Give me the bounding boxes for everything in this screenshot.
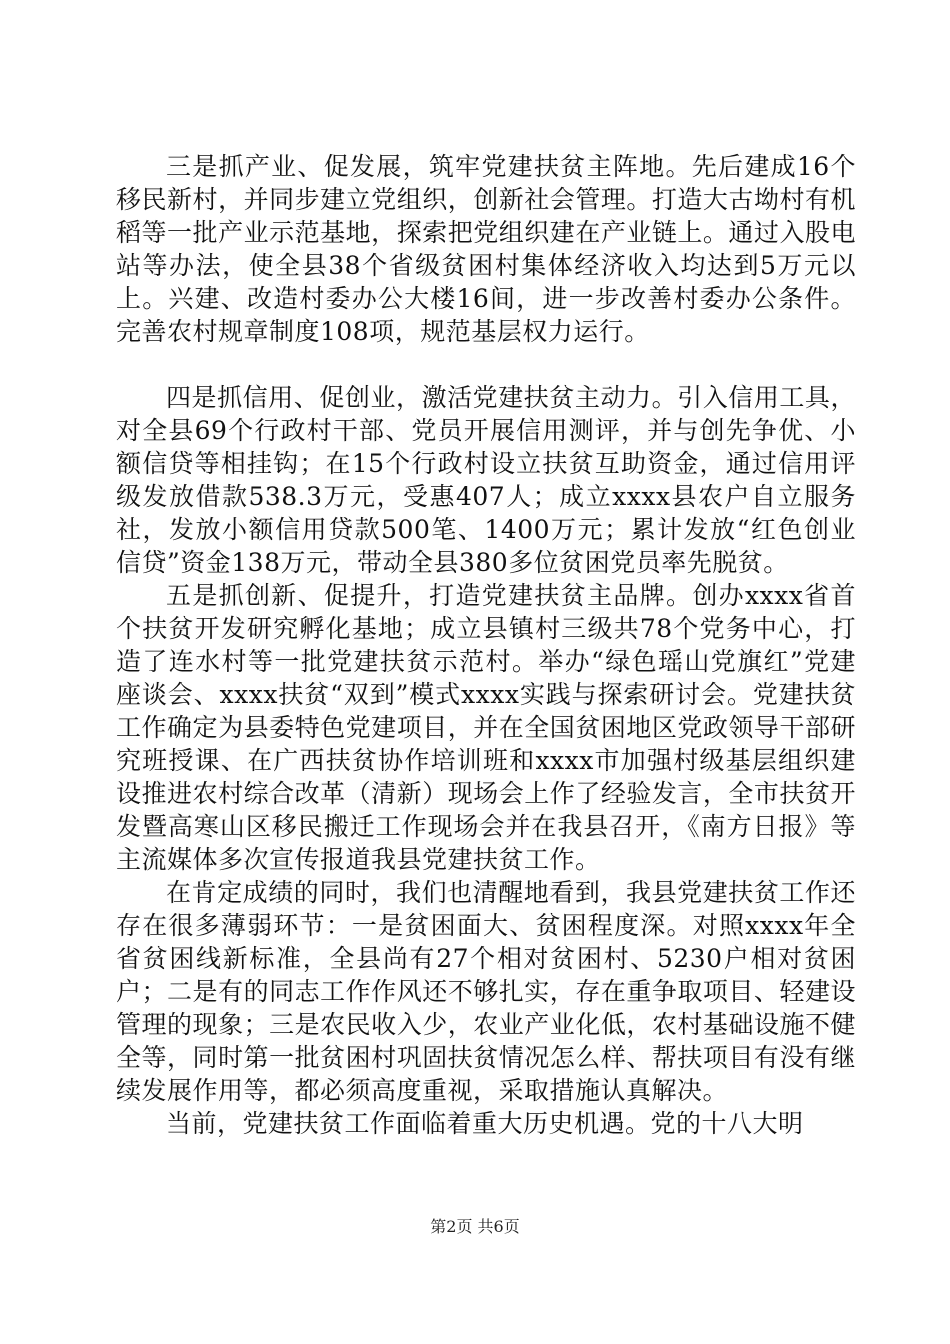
page-footer: 第2页 共6页 — [430, 1217, 520, 1236]
document-body — [116, 150, 856, 1140]
paragraph-1: 三是抓产业、促发展，筑牢党建扶贫主阵地。先后建成16个移民新村，并同步建立党组织，创新社会管理。打造大古坳村有机稻等一批产业示范基地，探索把党组织建在产业链上。通过入股电站等办法，使全县38个省级贫困村集体经济收入均达到5万元以上。兴建、改造村委办公大楼16间，进一步改善村委办公条件。完善农村规章制度108项，规范基层权力运行。 — [116, 152, 856, 346]
paragraph-2: 四是抓信用、促创业，激活党建扶贫主动力。引入信用工具，对全县69个行政村干部、党员开展信用测评，并与创先争优、小额信贷等相挂钩；在15个行政村设立扶贫互助资金，通过信用评级发放借款538.3万元，受惠407人；成立xxxx县农户自立服务社，发放小额信用贷款500笔、1400万元；累计发放“红色创业信贷”资金138万元，带动全县380多位贫困党员率先脱贫。 — [116, 383, 856, 577]
paragraph-3: 五是抓创新、促提升，打造党建扶贫主品牌。创办xxxx省首个扶贫开发研究孵化基地；成立县镇村三级共78个党务中心，打造了连水村等一批党建扶贫示范村。举办“绿色瑶山党旗红”党建座谈会、xxxx扶贫“双到”模式xxxx实践与探索研讨会。党建扶贫工作确定为县委特色党建项目，并在全国贫困地区党政领导干部研究班授课、在广西扶贫协作培训班和xxxx市加强村级基层组织建设推进农村综合改革（清新）现场会上作了经验发言，全市扶贫开发暨高寒山区移民搬迁工作现场会并在我县召开，《南方日报》等主流媒体多次宣传报道我县党建扶贫工作。 — [116, 581, 856, 874]
paragraph-4: 在肯定成绩的同时，我们也清醒地看到，我县党建扶贫工作还存在很多薄弱环节：一是贫困面大、贫困程度深。对照xxxx年全省贫困线新标准，全县尚有27个相对贫困村、5230户相对贫困户；二是有的同志工作作风还不够扎实，存在重争取项目、轻建设管理的现象；三是农民收入少，农业产业化低，农村基础设施不健全等，同时第一批贫困村巩固扶贫情况怎么样、帮扶项目有没有继续发展作用等，都必须高度重视，采取措施认真解决。 — [116, 878, 856, 1105]
paragraph-5: 当前，党建扶贫工作面临着重大历史机遇。党的十八大明 — [166, 1109, 804, 1138]
